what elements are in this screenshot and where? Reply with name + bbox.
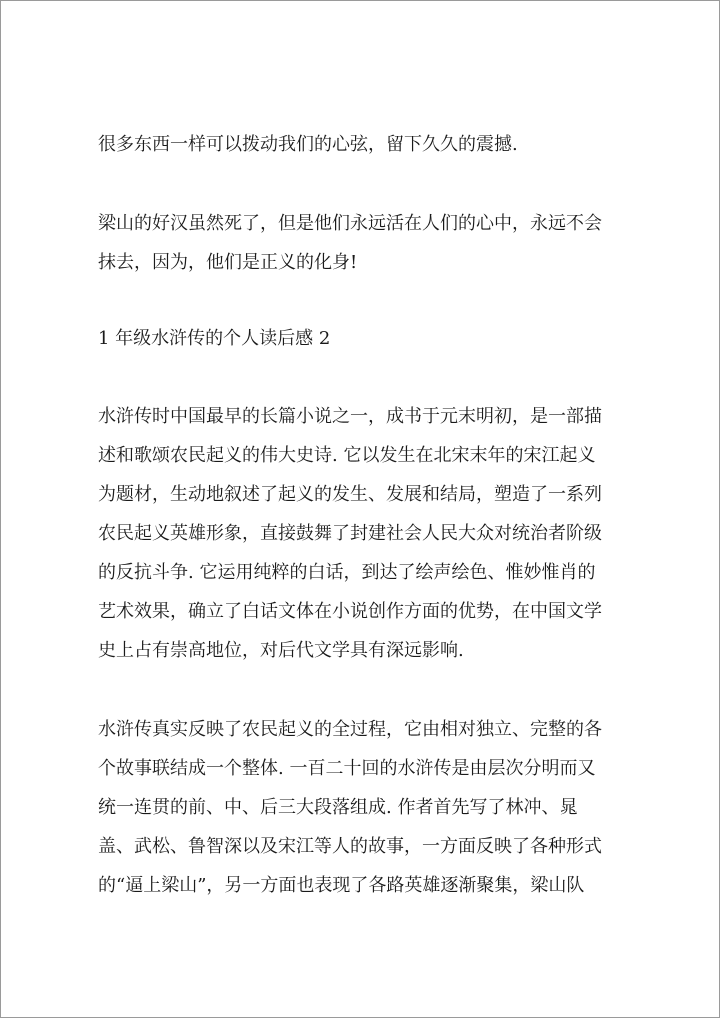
paragraph-line: 梁山的好汉虽然死了，但是他们永远活在人们的心中，永远不会: [98, 213, 602, 234]
paragraph-line: 水浒传时中国最早的长篇小说之一，成书于元末明初，是一部描: [98, 406, 602, 427]
section-heading: 1 年级水浒传的个人读后感 2: [98, 328, 331, 349]
paragraph-line: 抹去，因为，他们是正义的化身!: [98, 252, 358, 273]
paragraph-line: 的反抗斗争. 它运用纯粹的白话，到达了绘声绘色、惟妙惟肖的: [98, 562, 596, 583]
paragraph-line: 史上占有崇高地位，对后代文学具有深远影响.: [98, 640, 464, 661]
paragraph-line: 艺术效果，确立了白话文体在小说创作方面的优势，在中国文学: [98, 601, 602, 622]
paragraph-line: 水浒传真实反映了农民起义的全过程，它由相对独立、完整的各: [98, 719, 602, 740]
paragraph-line: 个故事联结成一个整体. 一百二十回的水浒传是由层次分明而又: [98, 758, 596, 779]
paragraph-line: 统一连贯的前、中、后三大段落组成. 作者首先写了林冲、晁: [98, 797, 578, 818]
paragraph-line: 农民起义英雄形象，直接鼓舞了封建社会人民大众对统治者阶级: [98, 523, 602, 544]
paragraph-line: 的“逼上梁山”，另一方面也表现了各路英雄逐渐聚集，梁山队: [98, 875, 585, 896]
paragraph-line: 很多东西一样可以拨动我们的心弦，留下久久的震撼.: [98, 134, 518, 155]
paragraph-line: 盖、武松、鲁智深以及宋江等人的故事，一方面反映了各种形式: [98, 836, 602, 857]
paragraph-line: 为题材，生动地叙述了起义的发生、发展和结局，塑造了一系列: [98, 484, 602, 505]
paragraph-line: 述和歌颂农民起义的伟大史诗. 它以发生在北宋末年的宋江起义: [98, 445, 596, 466]
